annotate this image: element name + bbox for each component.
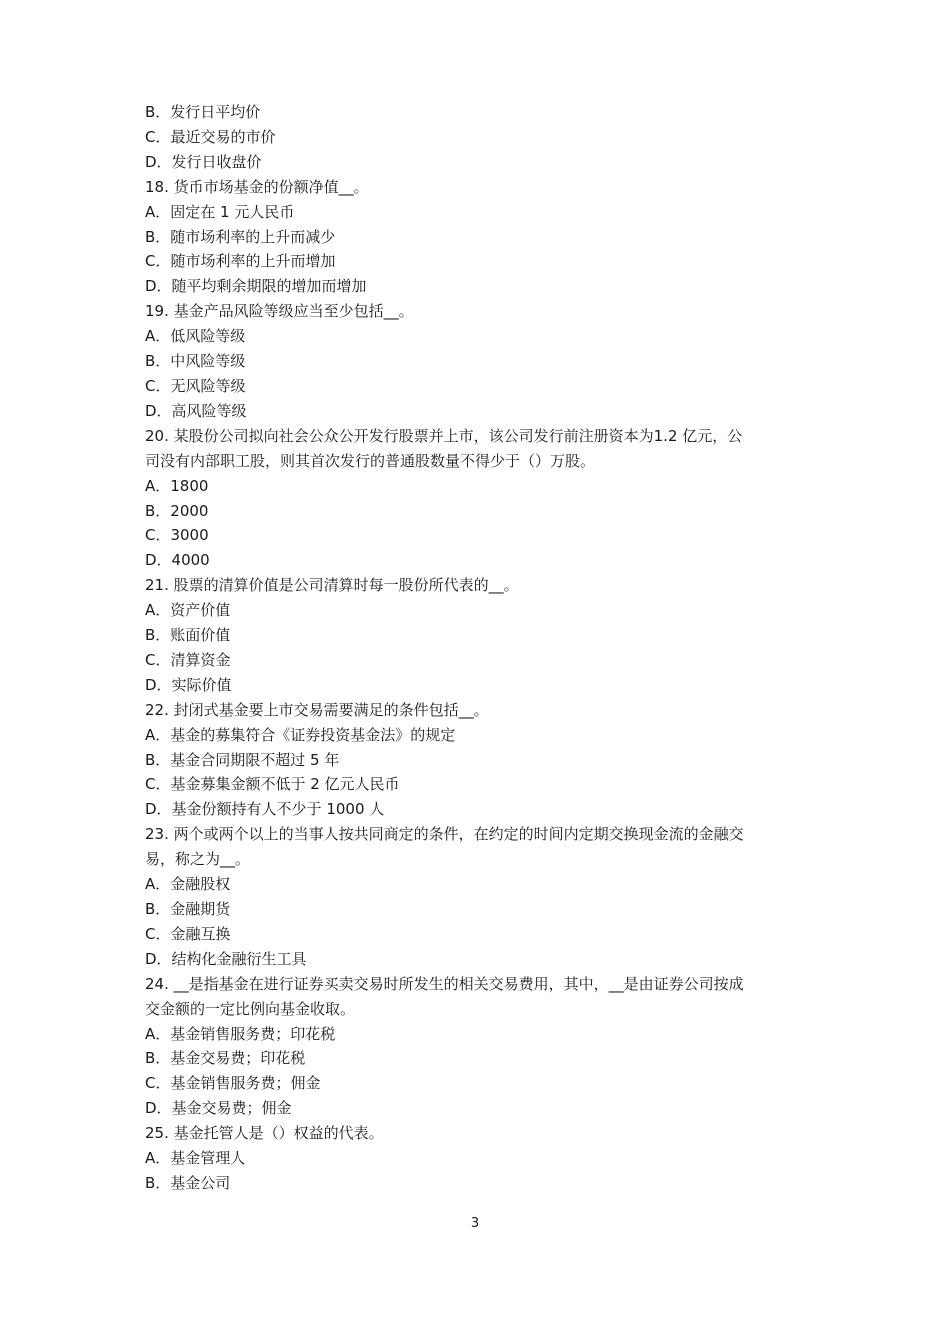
text-line: 交金额的一定比例向基金收取。 bbox=[145, 999, 356, 1018]
text-line: D．发行日收盘价 bbox=[145, 152, 262, 171]
text-line: A．低风险等级 bbox=[145, 327, 246, 346]
text-line: A．资产价值 bbox=[145, 601, 231, 620]
text-line: D．基金交易费；佣金 bbox=[145, 1099, 292, 1118]
text-line: C．基金销售服务费；佣金 bbox=[145, 1074, 321, 1093]
text-line: C．无风险等级 bbox=[145, 376, 246, 395]
text-line: B．随市场利率的上升而减少 bbox=[145, 227, 336, 246]
text-line: B．基金合同期限不超过 5 年 bbox=[145, 750, 340, 769]
text-line: 19. 基金产品风险等级应当至少包括__。 bbox=[145, 302, 414, 321]
text-line: C．随市场利率的上升而增加 bbox=[145, 252, 336, 271]
text-line: 21. 股票的清算价值是公司清算时每一股份所代表的__。 bbox=[145, 576, 519, 595]
text-line: B．2000 bbox=[145, 501, 209, 520]
text-line: D．结构化金融衍生工具 bbox=[145, 949, 307, 968]
text-line: B．中风险等级 bbox=[145, 352, 246, 371]
text-line: 18. 货币市场基金的份额净值__。 bbox=[145, 177, 369, 196]
text-line: A．基金的募集符合《证券投资基金法》的规定 bbox=[145, 725, 456, 744]
text-line: A．1800 bbox=[145, 476, 209, 495]
text-line: 22. 封闭式基金要上市交易需要满足的条件包括__。 bbox=[145, 700, 489, 719]
text-line: B．账面价值 bbox=[145, 626, 231, 645]
text-line: 20. 某股份公司拟向社会公众公开发行股票并上市，该公司发行前注册资本为1.2 亿元，公 bbox=[145, 426, 743, 445]
text-line: C．基金募集金额不低于 2 亿元人民币 bbox=[145, 775, 400, 794]
text-line: 易，称之为__。 bbox=[145, 850, 251, 869]
text-line: D．4000 bbox=[145, 551, 210, 570]
text-line: D．基金份额持有人不少于 1000 人 bbox=[145, 800, 385, 819]
text-line: A．基金管理人 bbox=[145, 1149, 246, 1168]
text-line: 23. 两个或两个以上的当事人按共同商定的条件，在约定的时间内定期交换现金流的金融交 bbox=[145, 825, 744, 844]
text-line: C．3000 bbox=[145, 526, 209, 545]
text-line: 24. __是指基金在进行证券买卖交易时所发生的相关交易费用，其中，__是由证券公司按成 bbox=[145, 974, 744, 993]
page-number: 3 bbox=[470, 1216, 480, 1231]
text-line: 司没有内部职工股，则其首次发行的普通股数量不得少于（）万股。 bbox=[145, 451, 596, 470]
text-line: C．最近交易的市价 bbox=[145, 127, 276, 146]
text-line: B．基金公司 bbox=[145, 1173, 231, 1192]
text-line: B．发行日平均价 bbox=[145, 103, 261, 121]
text-line: B．基金交易费；印花税 bbox=[145, 1049, 306, 1068]
text-line: C．清算资金 bbox=[145, 650, 231, 669]
text-line: D．高风险等级 bbox=[145, 401, 247, 420]
text-line: A．基金销售服务费；印花税 bbox=[145, 1024, 336, 1043]
text-line: D．随平均剩余期限的增加而增加 bbox=[145, 277, 367, 296]
text-line: A．金融股权 bbox=[145, 875, 231, 894]
text-line: 25. 基金托管人是（）权益的代表。 bbox=[145, 1124, 384, 1143]
text-line: D．实际价值 bbox=[145, 675, 232, 694]
page-content bbox=[145, 100, 815, 1196]
text-line: B．金融期货 bbox=[145, 900, 231, 918]
text-line: C．金融互换 bbox=[145, 924, 231, 943]
text-line: A．固定在 1 元人民币 bbox=[145, 202, 295, 221]
